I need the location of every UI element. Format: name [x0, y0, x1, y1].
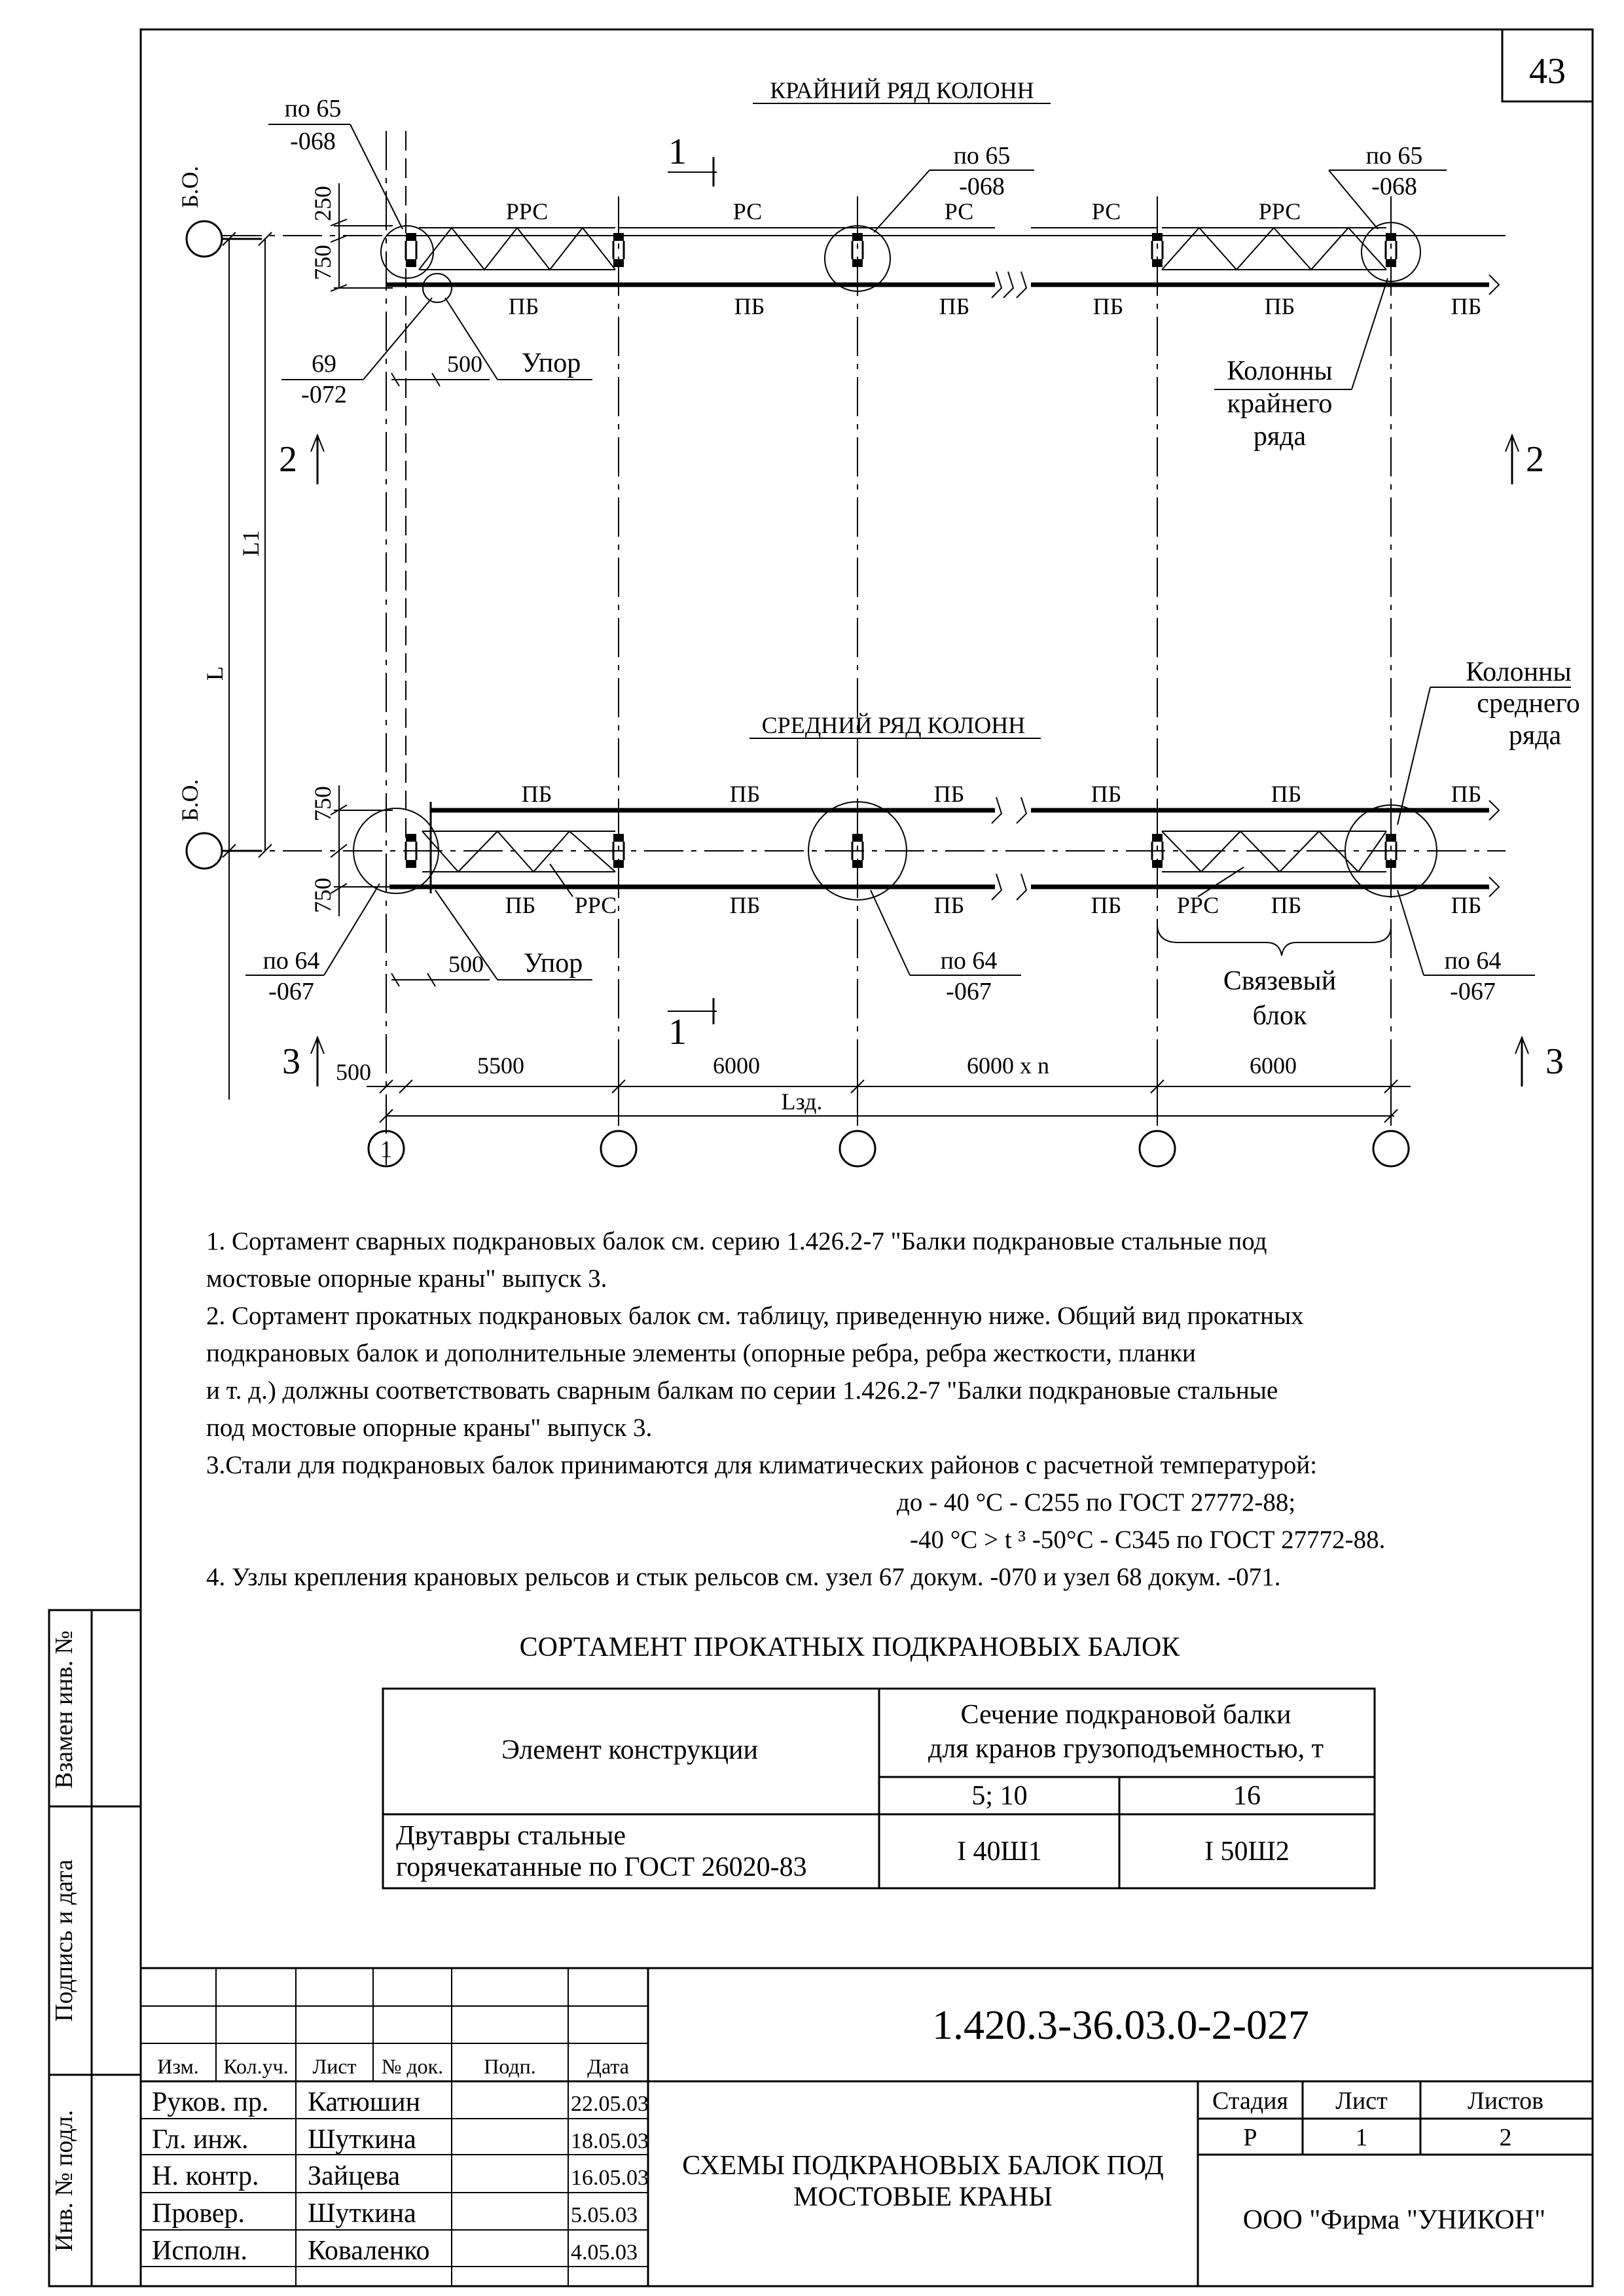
svg-text:ПБ: ПБ [933, 892, 965, 918]
svg-text:3: 3 [1545, 1041, 1564, 1082]
svg-text:18.05.03: 18.05.03 [571, 2129, 649, 2153]
svg-text:3: 3 [282, 1041, 300, 1082]
svg-text:6000: 6000 [1250, 1052, 1297, 1079]
svg-text:ПБ: ПБ [939, 293, 970, 319]
svg-text:500: 500 [448, 951, 484, 977]
note-line: подкрановых балок и дополнительные элементы (опорные ребра, ребра жесткости, планки [206, 1339, 1196, 1367]
svg-text:1: 1 [668, 1012, 687, 1052]
svg-text:16.05.03: 16.05.03 [571, 2166, 649, 2190]
svg-text:ПБ: ПБ [1271, 781, 1302, 807]
truss-top-right [1162, 228, 1386, 270]
middle-columns-label: Колонны [1466, 657, 1572, 687]
document-title-1: СХЕМЫ ПОДКРАНОВЫХ БАЛОК ПОД [682, 2151, 1164, 2181]
svg-text:5; 10: 5; 10 [971, 1781, 1028, 1811]
stop-label-top: Упор [521, 348, 581, 378]
svg-text:-067: -067 [268, 978, 314, 1005]
stamp-row-2: Гл. инж. [152, 2125, 249, 2155]
svg-text:ПБ: ПБ [521, 781, 552, 807]
svg-text:ПБ: ПБ [1451, 892, 1482, 918]
stamp-row-5: Исполн. [152, 2236, 247, 2266]
svg-text:Подп.: Подп. [484, 2054, 536, 2078]
svg-text:16: 16 [1233, 1781, 1261, 1811]
svg-text:ПБ: ПБ [1271, 892, 1302, 918]
svg-text:5.05.03: 5.05.03 [571, 2203, 638, 2227]
svg-text:Элемент конструкции: Элемент конструкции [501, 1735, 758, 1765]
svg-text:ПБ: ПБ [1451, 293, 1482, 319]
company-name: ООО "Фирма "УНИКОН" [1242, 2205, 1546, 2235]
svg-text:среднего: среднего [1477, 689, 1580, 719]
note-line: 2. Сортамент прокатных подкрановых балок см. таблицу, приведенную ниже. Общий вид прокатных [206, 1302, 1304, 1330]
svg-text:Зайцева: Зайцева [308, 2161, 401, 2191]
ref-stop-top: 69 [312, 350, 336, 378]
svg-text:2: 2 [1526, 439, 1544, 480]
note-line: 1. Сортамент сварных подкрановых балок см. серию 1.426.2-7 "Балки подкрановые стальные под [206, 1227, 1267, 1255]
svg-text:для кранов грузоподъемностью,: для кранов грузоподъемностью, т [928, 1734, 1324, 1764]
bo-top-label: Б.О. [177, 166, 203, 208]
svg-text:№ док.: № док. [381, 2054, 444, 2078]
ref-top-left: по 65 [284, 95, 342, 122]
ref-bot-left: по 64 [262, 947, 320, 975]
svg-text:ПБ: ПБ [933, 781, 965, 807]
svg-text:Сечение подкрановой балки: Сечение подкрановой балки [960, 1700, 1291, 1730]
axis-1-label: 1 [380, 1136, 392, 1162]
sheet-value: 1 [1355, 2124, 1368, 2151]
svg-text:L1: L1 [238, 530, 264, 556]
svg-text:ПБ: ПБ [1092, 293, 1124, 319]
svg-text:Двутавры стальные: Двутавры стальные [396, 1821, 626, 1851]
svg-text:ПБ: ПБ [1264, 293, 1295, 319]
svg-text:250: 250 [310, 186, 336, 221]
document-title-2: МОСТОВЫЕ КРАНЫ [793, 2182, 1053, 2212]
side-label-replace: Взамен инв. № [50, 1630, 78, 1789]
stamp-row-4: Провер. [152, 2198, 245, 2229]
svg-text:ряда: ряда [1253, 422, 1307, 452]
truss-top-left [419, 228, 615, 270]
note-line: до - 40 °С - С255 по ГОСТ 27772-88; [897, 1488, 1296, 1516]
svg-text:ПБ: ПБ [729, 892, 761, 918]
svg-text:L: L [202, 666, 228, 681]
svg-text:ПБ: ПБ [729, 781, 761, 807]
svg-text:-067: -067 [946, 978, 992, 1005]
svg-text:РС: РС [1091, 198, 1121, 224]
stop-label-bottom: Упор [523, 948, 583, 978]
svg-text:ряда: ряда [1508, 721, 1562, 751]
svg-text:500: 500 [447, 351, 482, 377]
svg-text:ПБ: ПБ [508, 293, 539, 319]
svg-text:2: 2 [279, 439, 297, 480]
side-label-inv: Инв. № подл. [50, 2109, 78, 2252]
svg-text:блок: блок [1252, 1001, 1307, 1031]
svg-text:ПБ: ПБ [734, 293, 765, 319]
svg-text:РРС: РРС [574, 892, 617, 918]
svg-text:РРС: РРС [505, 198, 549, 224]
svg-text:ПБ: ПБ [505, 892, 536, 918]
svg-text:1: 1 [668, 132, 687, 172]
svg-text:РС: РС [944, 198, 974, 224]
svg-text:Lзд.: Lзд. [781, 1088, 823, 1115]
middle-row-title: СРЕДНИЙ РЯД КОЛОНН [761, 712, 1026, 738]
ref-bot-mid: по 64 [940, 947, 998, 975]
svg-text:Шуткина: Шуткина [308, 2198, 416, 2229]
svg-text:ПБ: ПБ [1451, 781, 1482, 807]
svg-text:ПБ: ПБ [1091, 892, 1122, 918]
stage-value: Р [1243, 2124, 1257, 2151]
svg-text:4.05.03: 4.05.03 [571, 2240, 638, 2265]
svg-text:-068: -068 [1371, 173, 1417, 200]
svg-text:-068: -068 [290, 128, 336, 155]
svg-text:6000 x n: 6000 x n [967, 1052, 1049, 1079]
svg-text:500: 500 [336, 1059, 371, 1085]
document-code: 1.420.3-36.03.0-2-027 [932, 2001, 1309, 2048]
svg-text:Листов: Листов [1467, 2087, 1544, 2115]
note-line: 4. Узлы крепления крановых рельсов и стык рельсов см. узел 67 докум. -070 и узел 68 докум. -071. [206, 1563, 1281, 1591]
svg-text:РС: РС [732, 198, 763, 224]
note-line: -40 °С > t ³ -50°С - С345 по ГОСТ 27772-88. [910, 1526, 1386, 1554]
outer-row-title: КРАЙНИЙ РЯД КОЛОНН [770, 77, 1034, 103]
note-line: мостовые опорные краны" выпуск 3. [206, 1265, 607, 1293]
svg-text:-067: -067 [1450, 978, 1496, 1005]
bracing-block-label: Связевый [1223, 966, 1337, 996]
svg-text:6000: 6000 [713, 1052, 760, 1079]
svg-text:крайнего: крайнего [1227, 389, 1333, 419]
svg-text:Коваленко: Коваленко [308, 2236, 430, 2266]
svg-text:750: 750 [310, 878, 336, 913]
stamp-row-1: Руков. пр. [152, 2087, 269, 2117]
bo-bottom-label: Б.О. [177, 779, 203, 821]
svg-text:ПБ: ПБ [1091, 781, 1122, 807]
ref-top-mid: по 65 [953, 142, 1011, 170]
svg-text:Дата: Дата [587, 2054, 629, 2078]
stamp-row-3: Н. контр. [152, 2161, 259, 2191]
svg-text:I 40Ш1: I 40Ш1 [957, 1837, 1042, 1867]
svg-text:Шуткина: Шуткина [308, 2125, 416, 2155]
svg-text:Изм.: Изм. [157, 2054, 199, 2078]
table-title: СОРТАМЕНТ ПРОКАТНЫХ ПОДКРАНОВЫХ БАЛОК [519, 1632, 1180, 1662]
ref-bot-right: по 64 [1444, 947, 1502, 975]
outer-columns-label: Колонны [1227, 356, 1333, 386]
svg-text:Лист: Лист [1335, 2087, 1388, 2115]
svg-text:5500: 5500 [477, 1052, 524, 1079]
sheets-value: 2 [1499, 2124, 1512, 2151]
svg-text:горячекатанные по ГОСТ 26020-: горячекатанные по ГОСТ 26020-83 [396, 1852, 807, 1882]
svg-text:I 50Ш2: I 50Ш2 [1204, 1837, 1290, 1867]
ref-top-right: по 65 [1365, 142, 1423, 170]
svg-text:Лист: Лист [312, 2054, 357, 2078]
side-label-sign: Подпись и дата [50, 1859, 78, 2022]
svg-text:-068: -068 [959, 173, 1005, 200]
note-line: 3.Стали для подкрановых балок принимаются для климатических районов с расчетной температурой: [206, 1451, 1318, 1479]
svg-text:22.05.03: 22.05.03 [571, 2092, 649, 2116]
sheet-number: 43 [1529, 51, 1566, 92]
note-line: и т. д.) должны соответствовать сварным балкам по серии 1.426.2-7 "Балки подкрановые стальные [206, 1376, 1278, 1405]
svg-text:Кол.уч.: Кол.уч. [223, 2054, 289, 2078]
svg-text:РРС: РРС [1258, 198, 1301, 224]
svg-text:Стадия: Стадия [1212, 2087, 1288, 2115]
svg-text:Катюшин: Катюшин [308, 2087, 421, 2117]
svg-text:-072: -072 [301, 381, 347, 408]
note-line: под мостовые опорные краны" выпуск 3. [206, 1414, 653, 1442]
svg-text:750: 750 [310, 786, 336, 821]
svg-text:РРС: РРС [1176, 892, 1219, 918]
svg-text:750: 750 [310, 245, 336, 280]
notes [206, 1223, 1568, 1596]
